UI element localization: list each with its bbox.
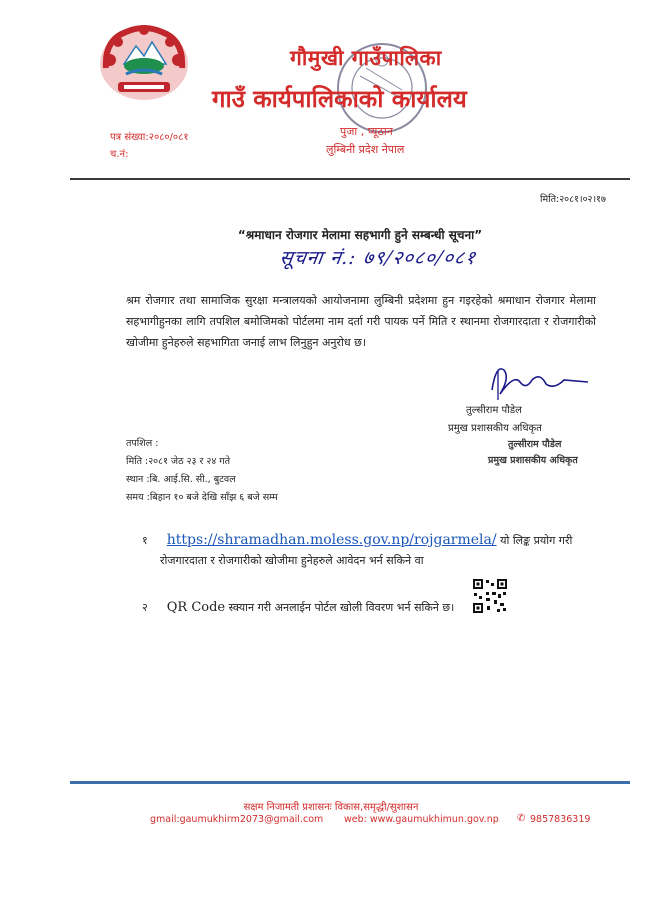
item-text: स्क्यान गरी अनलाईन पोर्टल खोली विवरण भर्न सकिने छ।	[225, 601, 455, 614]
details-date: मिति :२०८१ जेठ २३ र २४ गते	[126, 456, 231, 467]
details-block	[126, 435, 278, 507]
footer-motto: सक्षम निजामती प्रशासनः विकास,समृद्धी/सुशासन	[243, 802, 419, 813]
footer-divider	[70, 781, 630, 784]
details-place: स्थान :बि. आई.सि. सी., बुटवल	[126, 474, 236, 485]
handwritten-notice-number: सूचना नं.: ७९/२०८०/०८१	[278, 247, 478, 269]
footer-website[interactable]: web: www.gaumukhimun.gov.np	[344, 814, 499, 825]
portal-link[interactable]: https://shramadhan.moless.gov.np/rojgarmela/	[166, 532, 497, 548]
address-line-2: लुम्बिनी प्रदेश नेपाल	[326, 143, 405, 156]
item-continuation: रोजगारदाता र रोजगारीको खोजीमा हुनेहरुले आवेदन भर्न सकिने वा	[160, 554, 424, 567]
nepal-emblem-icon	[96, 20, 192, 102]
signature-mark	[484, 360, 594, 404]
item-number: २	[142, 601, 148, 614]
header-divider	[70, 178, 630, 180]
item-number: १	[142, 534, 148, 547]
details-label: तपशिल :	[126, 438, 159, 449]
letter-date: मिति:२०८१।०२।१७	[540, 194, 606, 205]
list-item	[142, 598, 454, 617]
stamp-designation: प्रमुख प्रशासकीय अधिकृत	[488, 455, 578, 466]
item-text: यो लिङ्क प्रयोग गरी	[496, 534, 573, 547]
stamp-name: तुल्सीराम पौडेल	[508, 439, 562, 450]
qr-label: QR Code	[166, 600, 226, 615]
notice-heading: “श्रमाधान रोजगार मेलामा सहभागी हुने सम्बन्धी सूचना”	[237, 228, 483, 242]
details-time: समय :बिहान १० बजे देखि साँझ ६ बजे सम्म	[126, 492, 278, 503]
signatory-designation: प्रमुख प्रशासकीय अधिकृत	[448, 423, 542, 434]
footer-email[interactable]: gmail:gaumukhirm2073@gmail.com	[150, 814, 324, 825]
municipality-title: गौमुखी गाउँपालिका	[290, 46, 442, 70]
signatory-name: तुल्सीराम पौडेल	[466, 405, 522, 416]
footer-phone: 9857836319	[530, 814, 591, 825]
reference-number: पत्र संख्या:२०८०/०८१	[110, 132, 189, 143]
notice-body: श्रम रोजगार तथा सामाजिक सुरक्षा मन्त्रालयको आयोजनामा लुम्बिनी प्रदेशमा हुन गइरहेको श्रमाधान रोजगार मेलामा सहभागीहुनका लागि तपशिल बमोजिमको पोर्टलमा नाम दर्ता गरी पायक पर्ने मिति र स्थानमा रोजगारदाता र रोजगारीको खोजीमा हुनेहरुले सहभागिता जनाई लाभ लिनुहुन अनुरोध छ।	[126, 294, 596, 349]
office-title: गाउँ कार्यपालिकाको कार्यालय	[212, 85, 467, 113]
list-item	[142, 531, 572, 550]
qr-code-icon	[472, 578, 508, 614]
dispatch-number: च.नं:	[110, 149, 129, 160]
address-line-1: पुजा , प्यूठान	[340, 125, 393, 138]
phone-icon: ✆	[517, 813, 526, 824]
